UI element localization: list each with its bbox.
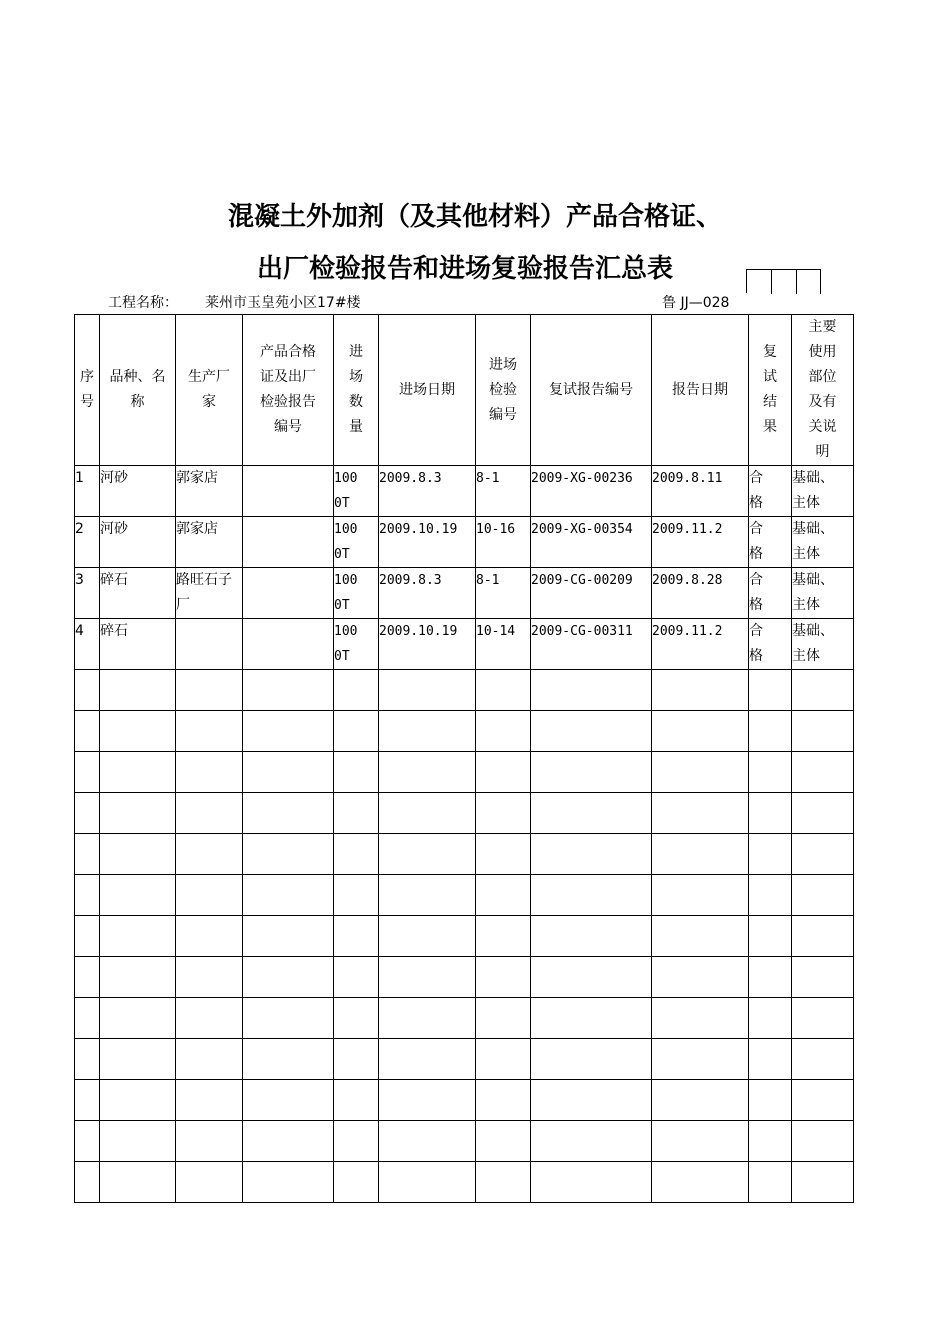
empty-cell [334, 1039, 379, 1080]
empty-cell [100, 793, 176, 834]
header-result: 复试结果 [749, 315, 792, 466]
empty-cell [792, 711, 854, 752]
empty-table-row [75, 1039, 854, 1080]
cell-result: 合格 [749, 568, 792, 619]
empty-table-row [75, 1121, 854, 1162]
project-name-label: 工程名称： [108, 295, 178, 311]
empty-cell [334, 670, 379, 711]
cell-maker: 郭家店 [176, 517, 243, 568]
empty-table-row [75, 875, 854, 916]
empty-cell [652, 1121, 749, 1162]
empty-cell [379, 916, 476, 957]
cell-seq: 4 [75, 619, 100, 670]
cell-retest-no: 2009-CG-00311 [531, 619, 652, 670]
empty-cell [176, 957, 243, 998]
empty-cell [476, 1121, 531, 1162]
cell-name: 碎石 [100, 619, 176, 670]
empty-cell [379, 1121, 476, 1162]
number-box [797, 269, 821, 294]
empty-cell [379, 711, 476, 752]
empty-cell [243, 1039, 334, 1080]
empty-cell [243, 711, 334, 752]
empty-cell [334, 998, 379, 1039]
cell-entry-date: 2009.10.19 [379, 517, 476, 568]
empty-cell [379, 793, 476, 834]
empty-cell [379, 752, 476, 793]
cell-usage: 基础、主体 [792, 517, 854, 568]
header-report-date: 报告日期 [652, 315, 749, 466]
table-row [75, 466, 854, 517]
empty-cell [379, 834, 476, 875]
empty-cell [792, 1080, 854, 1121]
empty-cell [379, 998, 476, 1039]
header-cert: 产品合格 证及出厂 检验报告 编号 [243, 315, 334, 466]
header-seq: 序号 [75, 315, 100, 466]
empty-cell [476, 916, 531, 957]
empty-cell [100, 711, 176, 752]
empty-cell [75, 670, 100, 711]
empty-cell [792, 1039, 854, 1080]
empty-cell [476, 834, 531, 875]
header-maker: 生产厂家 [176, 315, 243, 466]
empty-cell [652, 1080, 749, 1121]
empty-cell [100, 1080, 176, 1121]
empty-cell [243, 916, 334, 957]
cell-cert [243, 619, 334, 670]
cell-maker: 路旺石子厂 [176, 568, 243, 619]
header-name: 品种、名称 [100, 315, 176, 466]
empty-cell [75, 711, 100, 752]
cell-insp-no: 10-14 [476, 619, 531, 670]
empty-cell [100, 834, 176, 875]
empty-cell [100, 670, 176, 711]
empty-cell [334, 1162, 379, 1203]
empty-cell [792, 957, 854, 998]
empty-cell [652, 752, 749, 793]
empty-cell [379, 1080, 476, 1121]
empty-cell [75, 916, 100, 957]
empty-cell [334, 752, 379, 793]
empty-cell [243, 834, 334, 875]
cell-entry-date: 2009.8.3 [379, 466, 476, 517]
empty-cell [749, 1121, 792, 1162]
empty-cell [75, 1080, 100, 1121]
empty-cell [749, 1039, 792, 1080]
empty-cell [379, 670, 476, 711]
cell-name: 河砂 [100, 517, 176, 568]
empty-cell [334, 1080, 379, 1121]
empty-cell [75, 793, 100, 834]
empty-cell [243, 1162, 334, 1203]
cell-report-date: 2009.8.11 [652, 466, 749, 517]
title-line-1: 混凝土外加剂（及其他材料）产品合格证、 [227, 202, 722, 232]
empty-cell [100, 752, 176, 793]
empty-cell [243, 998, 334, 1039]
empty-cell [652, 957, 749, 998]
cell-insp-no: 8-1 [476, 466, 531, 517]
empty-cell [476, 752, 531, 793]
empty-cell [75, 1121, 100, 1162]
empty-cell [749, 711, 792, 752]
summary-table [74, 314, 854, 1203]
empty-cell [792, 752, 854, 793]
cell-entry-date: 2009.10.19 [379, 619, 476, 670]
empty-cell [334, 957, 379, 998]
table-header-row [75, 315, 854, 466]
empty-cell [75, 875, 100, 916]
empty-cell [476, 1162, 531, 1203]
empty-cell [749, 834, 792, 875]
cell-retest-no: 2009-CG-00209 [531, 568, 652, 619]
header-entry-date: 进场日期 [379, 315, 476, 466]
cell-usage: 基础、主体 [792, 466, 854, 517]
empty-cell [792, 916, 854, 957]
empty-cell [75, 1039, 100, 1080]
cell-result: 合格 [749, 619, 792, 670]
cell-seq: 3 [75, 568, 100, 619]
empty-cell [476, 670, 531, 711]
empty-cell [243, 1121, 334, 1162]
table-row [75, 568, 854, 619]
empty-cell [749, 1162, 792, 1203]
corner-number-boxes [746, 269, 821, 293]
empty-cell [792, 793, 854, 834]
empty-cell [531, 834, 652, 875]
cell-qty: 1000T [334, 466, 379, 517]
empty-table-row [75, 1080, 854, 1121]
cell-cert [243, 568, 334, 619]
empty-cell [243, 1080, 334, 1121]
empty-cell [176, 793, 243, 834]
empty-cell [652, 793, 749, 834]
cell-report-date: 2009.11.2 [652, 517, 749, 568]
empty-cell [100, 1039, 176, 1080]
empty-cell [75, 957, 100, 998]
table-row [75, 517, 854, 568]
cell-insp-no: 10-16 [476, 517, 531, 568]
cell-result: 合格 [749, 466, 792, 517]
empty-cell [334, 1121, 379, 1162]
empty-cell [100, 998, 176, 1039]
header-retest-no: 复试报告编号 [531, 315, 652, 466]
empty-cell [652, 875, 749, 916]
empty-cell [531, 957, 652, 998]
empty-cell [176, 916, 243, 957]
empty-cell [476, 711, 531, 752]
empty-cell [652, 1162, 749, 1203]
empty-cell [176, 834, 243, 875]
cell-retest-no: 2009-XG-00236 [531, 466, 652, 517]
empty-cell [652, 916, 749, 957]
header-insp-no: 进场 检验 编号 [476, 315, 531, 466]
number-box [747, 269, 772, 294]
empty-cell [379, 1162, 476, 1203]
empty-cell [476, 793, 531, 834]
cell-report-date: 2009.8.28 [652, 568, 749, 619]
cell-name: 河砂 [100, 466, 176, 517]
empty-cell [531, 752, 652, 793]
empty-table-row [75, 834, 854, 875]
empty-cell [243, 793, 334, 834]
cell-cert [243, 466, 334, 517]
empty-cell [652, 1039, 749, 1080]
empty-cell [792, 1121, 854, 1162]
empty-cell [749, 875, 792, 916]
empty-cell [531, 793, 652, 834]
empty-cell [379, 875, 476, 916]
number-box [772, 269, 797, 294]
empty-cell [476, 957, 531, 998]
empty-cell [792, 875, 854, 916]
header-usage: 主要使用部位及有关说明 [792, 315, 854, 466]
empty-cell [75, 1162, 100, 1203]
project-name-value: 莱州市玉皇苑小区17#楼 [205, 295, 361, 311]
empty-table-row [75, 711, 854, 752]
empty-cell [749, 670, 792, 711]
empty-cell [749, 957, 792, 998]
empty-cell [531, 916, 652, 957]
empty-cell [749, 793, 792, 834]
empty-cell [476, 1080, 531, 1121]
empty-cell [334, 711, 379, 752]
cell-cert [243, 517, 334, 568]
empty-cell [531, 998, 652, 1039]
empty-cell [379, 957, 476, 998]
empty-table-row [75, 916, 854, 957]
empty-cell [749, 916, 792, 957]
empty-table-row [75, 957, 854, 998]
table-row [75, 619, 854, 670]
empty-cell [100, 875, 176, 916]
empty-cell [379, 1039, 476, 1080]
empty-cell [531, 1162, 652, 1203]
header-qty: 进场数量 [334, 315, 379, 466]
cell-seq: 2 [75, 517, 100, 568]
empty-cell [176, 1080, 243, 1121]
cell-name: 碎石 [100, 568, 176, 619]
empty-cell [176, 752, 243, 793]
empty-cell [100, 916, 176, 957]
empty-cell [100, 1162, 176, 1203]
empty-cell [334, 916, 379, 957]
empty-cell [75, 752, 100, 793]
empty-cell [176, 711, 243, 752]
cell-entry-date: 2009.8.3 [379, 568, 476, 619]
empty-table-row [75, 1162, 854, 1203]
empty-cell [176, 1121, 243, 1162]
empty-table-row [75, 793, 854, 834]
empty-cell [531, 1039, 652, 1080]
empty-cell [476, 875, 531, 916]
empty-cell [243, 670, 334, 711]
empty-cell [75, 834, 100, 875]
empty-table-row [75, 670, 854, 711]
form-code: 鲁 JJ—028 [662, 295, 730, 311]
empty-cell [749, 998, 792, 1039]
empty-cell [334, 793, 379, 834]
empty-cell [476, 1039, 531, 1080]
cell-seq: 1 [75, 466, 100, 517]
cell-maker [176, 619, 243, 670]
empty-cell [652, 834, 749, 875]
empty-cell [100, 957, 176, 998]
cell-usage: 基础、主体 [792, 619, 854, 670]
empty-cell [792, 670, 854, 711]
cell-qty: 1000T [334, 517, 379, 568]
cell-insp-no: 8-1 [476, 568, 531, 619]
empty-cell [243, 875, 334, 916]
empty-cell [176, 998, 243, 1039]
empty-cell [749, 1080, 792, 1121]
empty-cell [792, 1162, 854, 1203]
cell-qty: 1000T [334, 619, 379, 670]
empty-table-row [75, 998, 854, 1039]
empty-cell [243, 752, 334, 793]
empty-cell [531, 875, 652, 916]
empty-cell [100, 1121, 176, 1162]
empty-cell [531, 1121, 652, 1162]
empty-table-row [75, 752, 854, 793]
empty-cell [176, 1162, 243, 1203]
cell-usage: 基础、主体 [792, 568, 854, 619]
empty-cell [531, 670, 652, 711]
empty-cell [243, 957, 334, 998]
empty-cell [531, 1080, 652, 1121]
empty-cell [476, 998, 531, 1039]
empty-cell [749, 752, 792, 793]
cell-report-date: 2009.11.2 [652, 619, 749, 670]
cell-qty: 1000T [334, 568, 379, 619]
empty-cell [652, 711, 749, 752]
cell-result: 合格 [749, 517, 792, 568]
empty-cell [334, 875, 379, 916]
title-line-2: 出厂检验报告和进场复验报告汇总表 [256, 254, 673, 284]
cell-maker: 郭家店 [176, 466, 243, 517]
empty-cell [792, 834, 854, 875]
empty-cell [75, 998, 100, 1039]
empty-cell [176, 1039, 243, 1080]
empty-cell [792, 998, 854, 1039]
empty-cell [531, 711, 652, 752]
empty-cell [176, 670, 243, 711]
cell-retest-no: 2009-XG-00354 [531, 517, 652, 568]
empty-rows [75, 670, 854, 1203]
empty-cell [334, 834, 379, 875]
empty-cell [652, 998, 749, 1039]
empty-cell [652, 670, 749, 711]
empty-cell [176, 875, 243, 916]
